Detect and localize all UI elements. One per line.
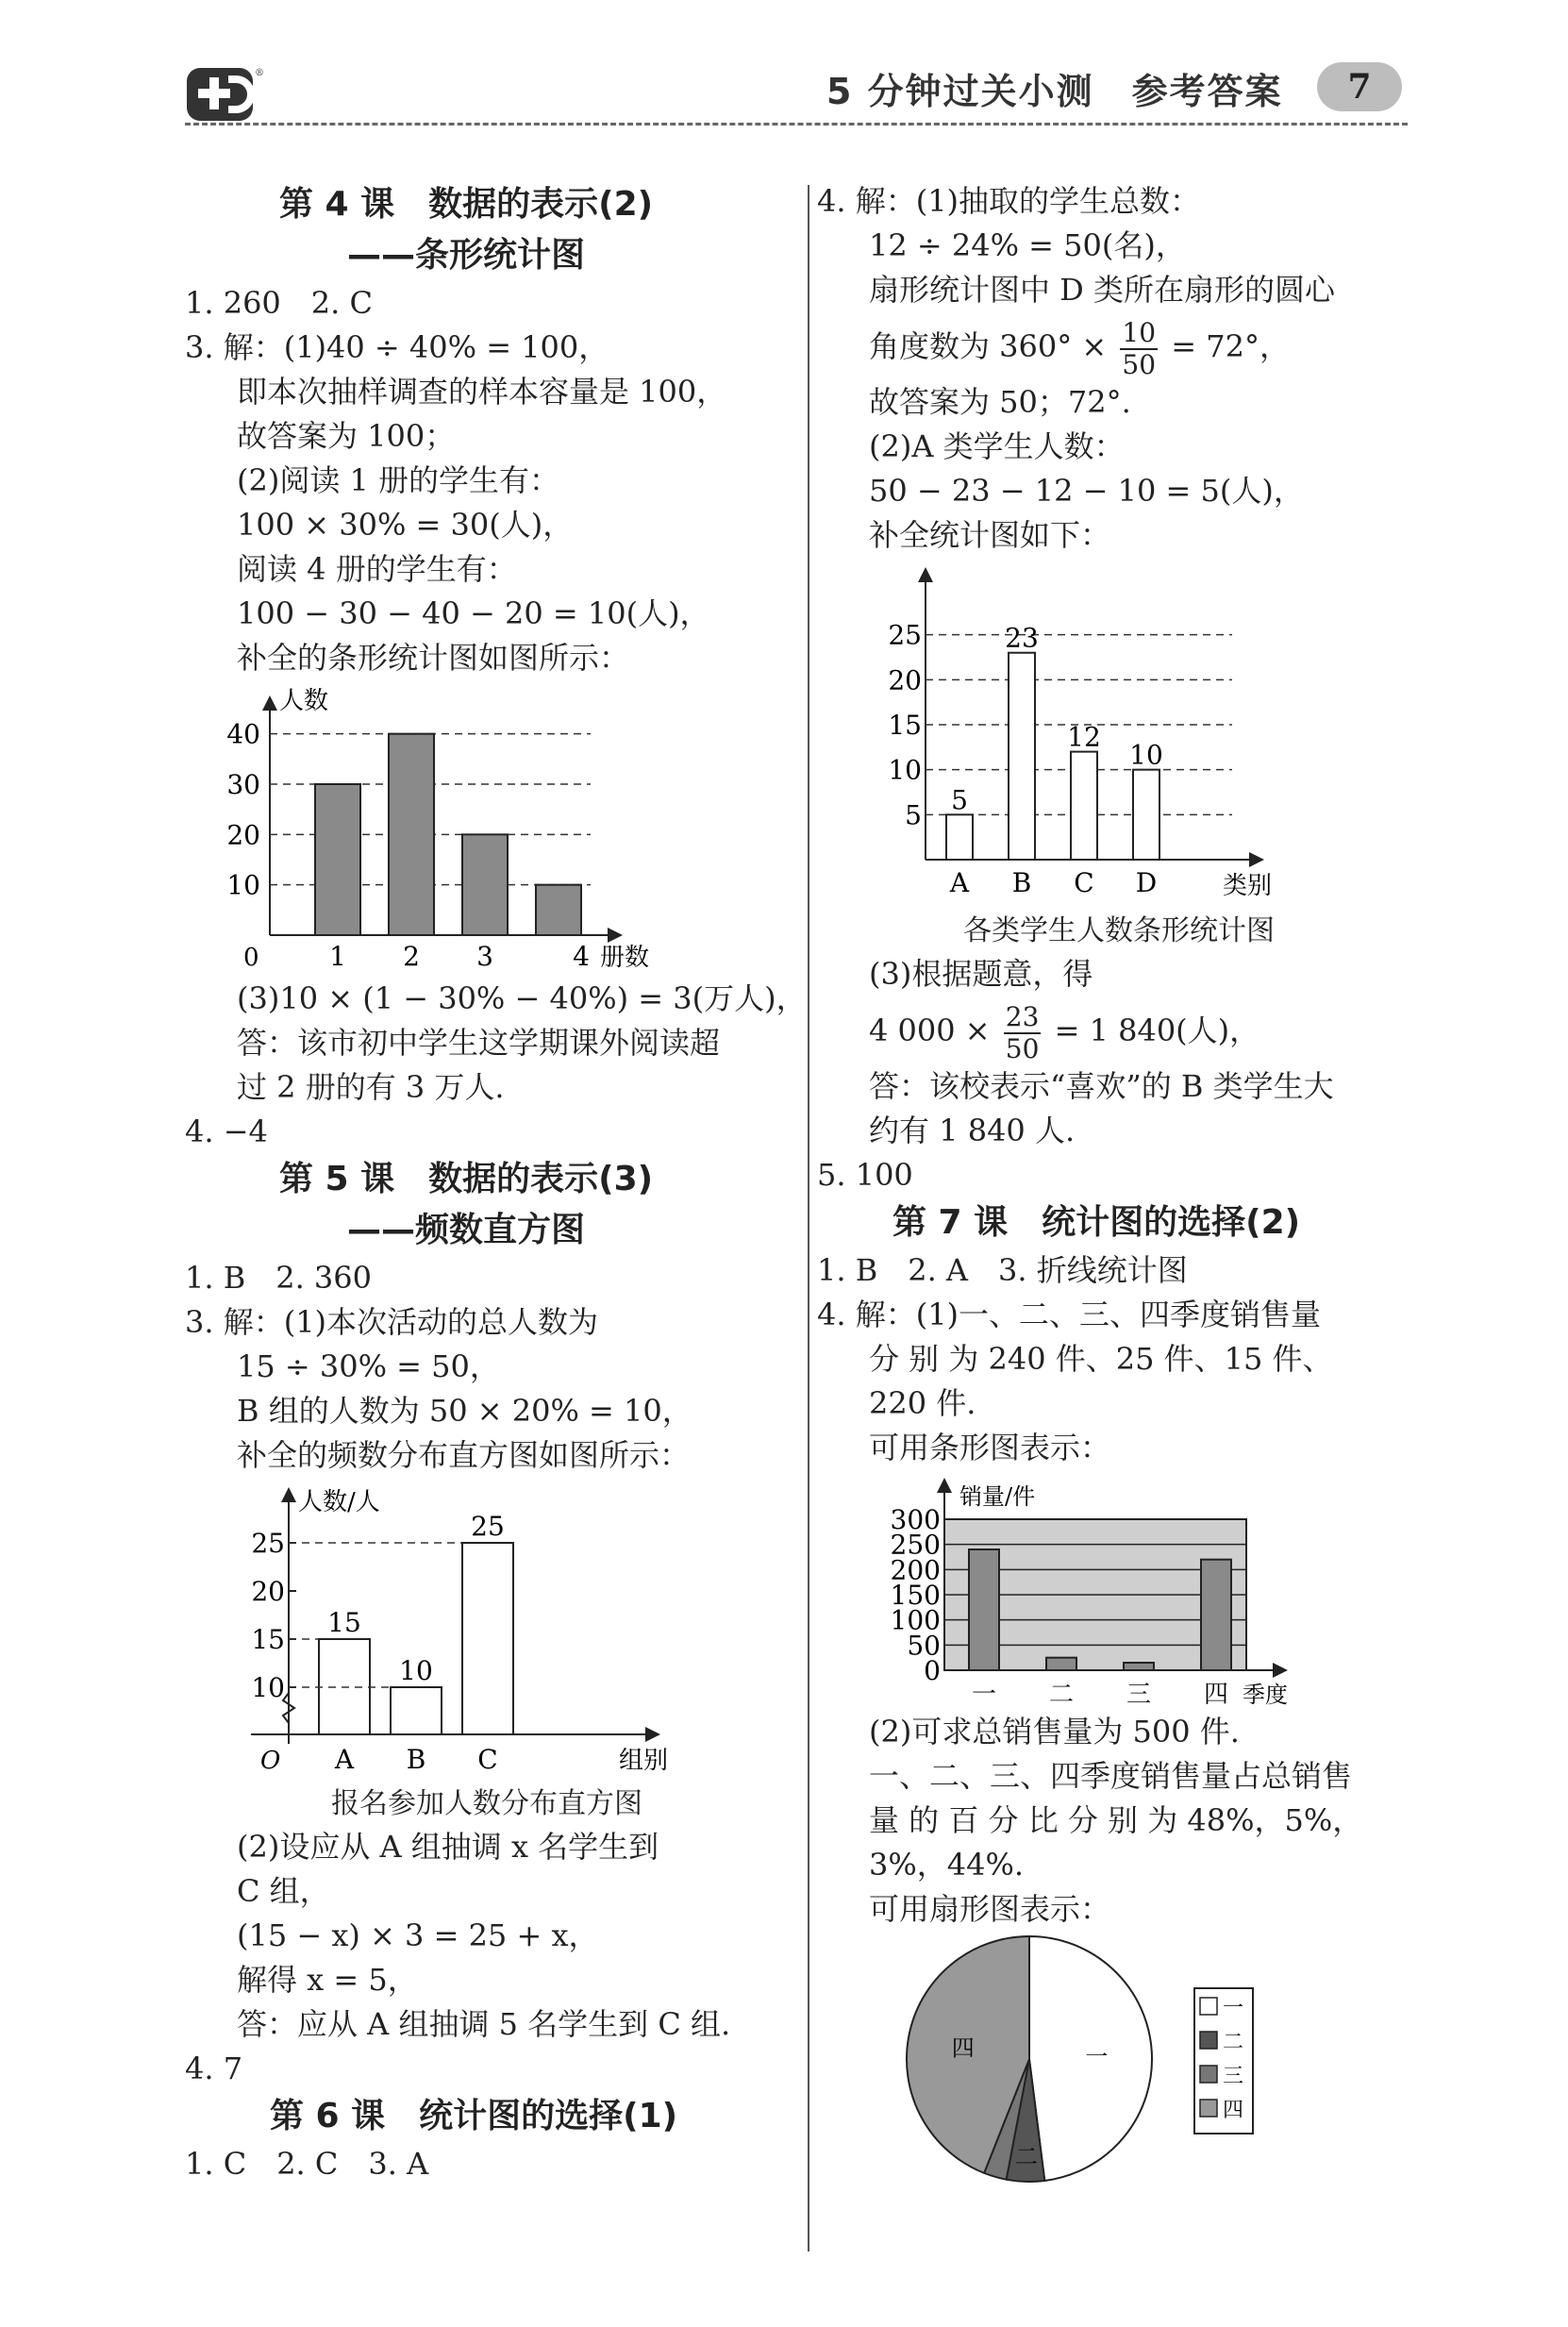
column-divider: [808, 185, 809, 2252]
lesson5-line: 答：应从 A 组抽调 5 名学生到 C 组.: [237, 2006, 731, 2042]
y-tick-label: 25: [251, 1528, 285, 1559]
lesson4-subtitle: ——条形统计图: [347, 236, 586, 275]
chart-quarterly-pie: [817, 1932, 1421, 2186]
q4-angle-suffix: = 72°，: [1171, 328, 1290, 364]
q4-calc-fraction: [1004, 1002, 1042, 1064]
q4-line: 扇形统计图中 D 类所在扇形的圆心: [869, 272, 1336, 308]
bar: [969, 1549, 999, 1670]
x-axis-label: 组别: [619, 1747, 669, 1775]
y-tick-label: 200: [890, 1554, 941, 1586]
chart-histogram: [185, 1478, 789, 1780]
bar: [391, 1687, 442, 1734]
x-axis-label: 册数: [600, 944, 650, 972]
q4-line: 50 − 23 − 12 − 10 = 5(人)，: [869, 473, 1304, 509]
y-tick-label: 15: [888, 710, 922, 741]
svg-text:®: ®: [255, 68, 264, 78]
legend-swatch: [1200, 2066, 1217, 2083]
bar: [946, 814, 973, 860]
data-label: 15: [327, 1607, 361, 1638]
x-tick-label: 三: [1126, 1681, 1152, 1709]
slice-label: 一: [1085, 2043, 1109, 2070]
lesson5-line: (2)设应从 A 组抽调 x 名学生到: [237, 1829, 659, 1865]
chart-student-categories: [817, 558, 1421, 907]
y-tick-label: 30: [226, 769, 260, 800]
lesson7-line: 3%，44%.: [869, 1847, 1025, 1883]
lesson4-line: 阅读 4 册的学生有：: [237, 551, 517, 587]
y-tick-label: 300: [890, 1504, 941, 1535]
chart-quarterly-sales: [817, 1470, 1421, 1709]
y-tick-label: 10: [251, 1672, 285, 1703]
lesson7-line: 4. 解：(1)一、二、三、四季度销售量: [817, 1297, 1322, 1332]
bar: [1071, 752, 1097, 860]
lesson4-line: 即本次抽样调查的样本容量是 100，: [237, 374, 727, 410]
lesson4-line: 4. −4: [185, 1113, 268, 1149]
y-tick-label: 150: [890, 1580, 941, 1611]
bar: [1201, 1560, 1231, 1670]
lesson4-line: (2)阅读 1 册的学生有：: [237, 462, 560, 498]
x-tick-label: D: [1135, 867, 1158, 898]
slice-label: 四: [951, 2034, 975, 2062]
y-axis-label: 销量/件: [959, 1483, 1036, 1510]
x-tick-label: C: [477, 1744, 498, 1775]
bar: [462, 1543, 513, 1734]
data-label: 10: [1129, 739, 1163, 771]
x-tick-label: B: [1011, 867, 1032, 898]
q4-line: 约有 1 840 人.: [869, 1113, 1076, 1148]
y-tick-label: 20: [226, 819, 260, 851]
x-tick-label: B: [406, 1744, 426, 1775]
q4-angle-fraction: [1120, 318, 1158, 380]
axis-arrow: [918, 567, 933, 582]
bar: [389, 734, 434, 935]
x-tick-label: 一: [971, 1681, 997, 1709]
y-tick-label: 100: [890, 1604, 941, 1636]
q4-angle-prefix: 角度数为 360° ×: [869, 328, 1108, 364]
slice-label: 二: [1014, 2143, 1038, 2170]
lesson7-line: 一、二、三、四季度销售量占总销售: [869, 1758, 1353, 1794]
q4-calc-suffix: = 1 840(人)，: [1054, 1013, 1260, 1048]
y-axis-label: 人数/人: [298, 1488, 380, 1516]
logo-icon: [185, 64, 262, 126]
y-tick-label: 15: [251, 1624, 285, 1655]
y-tick-label: 0: [924, 1655, 941, 1686]
lesson4-line: 3. 解：(1)40 ÷ 40% = 100，: [185, 329, 609, 365]
lesson5-line: 4. 7: [185, 2051, 243, 2086]
page-number: 7: [1317, 62, 1402, 111]
x-tick-label: 二: [1048, 1681, 1075, 1709]
x-tick-label: C: [1074, 867, 1094, 898]
data-label: 5: [951, 784, 968, 816]
lesson7-line: 可用扇形图表示：: [869, 1891, 1111, 1927]
data-label: 12: [1067, 721, 1101, 753]
fraction-denominator: 50: [1005, 1032, 1040, 1064]
legend-label: 三: [1223, 2065, 1244, 2088]
x-tick-label: 2: [403, 941, 420, 972]
x-axis-label: 类别: [1223, 872, 1273, 900]
lesson7-line: 可用条形图表示：: [869, 1430, 1111, 1465]
axis-arrow: [1249, 852, 1264, 867]
legend-label: 四: [1223, 2099, 1244, 2122]
y-tick-label: 20: [888, 664, 922, 696]
origin-label: 0: [243, 944, 259, 972]
lesson6-line: 1. C 2. C 3. A: [185, 2146, 429, 2182]
lesson5-line: 1. B 2. 360: [185, 1260, 373, 1296]
data-label: 25: [471, 1511, 505, 1542]
fraction-numerator: 10: [1122, 316, 1157, 348]
lesson5-line: 3. 解：(1)本次活动的总人数为: [185, 1304, 599, 1340]
x-axis-label: 季度: [1243, 1682, 1288, 1708]
lesson5-line: 15 ÷ 30% = 50，: [237, 1348, 500, 1384]
right-column: [817, 179, 1421, 2190]
lesson7-line: 220 件.: [869, 1385, 976, 1421]
bar: [1124, 1663, 1154, 1670]
q4-calc-line: [817, 996, 1421, 1064]
lesson5-line: 补全的频数分布直方图如图所示：: [237, 1437, 691, 1473]
lesson5-line: B 组的人数为 50 × 20% = 10，: [237, 1393, 692, 1429]
y-axis-label: 人数: [279, 687, 329, 715]
category-caption: 各类学生人数条形统计图: [963, 914, 1275, 947]
y-tick-label: 10: [226, 869, 260, 901]
lesson6-title: 第 6 课 统计图的选择(1): [270, 2097, 678, 2135]
bar: [1046, 1658, 1076, 1670]
axis-arrow: [937, 1478, 952, 1493]
lesson4-line: 100 × 30% = 30(人)，: [237, 507, 574, 543]
x-tick-label: A: [334, 1744, 355, 1775]
x-tick-label: 四: [1203, 1681, 1229, 1709]
lesson5-line: (15 − x) × 3 = 25 + x，: [237, 1917, 599, 1953]
bar: [1133, 770, 1159, 860]
q4-calc-prefix: 4 000 ×: [869, 1013, 991, 1048]
lesson7-line: (2)可求总销售量为 500 件.: [869, 1714, 1240, 1749]
lesson5-line: C 组，: [237, 1873, 330, 1909]
x-tick-label: 1: [329, 941, 346, 972]
q4-line: (2)A 类学生人数：: [869, 428, 1125, 464]
axis-arrow: [262, 695, 277, 711]
q4-line: (3)根据题意，得: [869, 956, 1093, 992]
fraction-numerator: 23: [1005, 1000, 1040, 1032]
y-tick-label: 250: [890, 1529, 941, 1561]
header-divider: [185, 123, 1408, 126]
lesson4-line: 答：该市初中学生这学期课外阅读超: [237, 1025, 721, 1061]
left-column: [185, 179, 807, 2186]
legend-swatch: [1200, 2100, 1217, 2117]
axis-arrow: [645, 1727, 660, 1742]
bar: [1009, 653, 1035, 860]
publisher-logo: [185, 64, 264, 123]
q4-angle-line: [817, 312, 1421, 380]
bar: [536, 885, 581, 935]
lesson7-line: 分 别 为 240 件、25 件、15 件、: [869, 1341, 1333, 1377]
lesson4-line: 故答案为 100；: [237, 418, 456, 454]
bar: [315, 784, 360, 935]
axis-arrow: [281, 1487, 296, 1502]
origin-label: O: [260, 1747, 281, 1775]
lesson7-line: 1. B 2. A 3. 折线统计图: [817, 1252, 1188, 1288]
header-title: 5 分钟过关小测 参考答案: [826, 71, 1283, 112]
x-tick-label: 3: [476, 941, 493, 972]
q4-line: 故答案为 50；72°.: [869, 384, 1131, 420]
y-tick-label: 5: [905, 799, 922, 831]
lesson4-title: 第 4 课 数据的表示(2): [279, 185, 654, 224]
y-tick-label: 20: [251, 1576, 285, 1607]
chart-reading-books: [185, 680, 789, 973]
data-label: 23: [1005, 622, 1039, 654]
lesson4-line: 1. 260 2. C: [185, 285, 373, 321]
lesson7-line: 量 的 百 分 比 分 别 为 48%，5%，: [869, 1802, 1363, 1838]
axis-arrow: [1273, 1663, 1288, 1678]
histogram-caption: 报名参加人数分布直方图: [331, 1787, 642, 1820]
legend-label: 二: [1223, 2031, 1244, 2054]
q4-line: 12 ÷ 24% = 50(名)，: [869, 227, 1186, 263]
lesson4-line: (3)10 × (1 − 30% − 40%) = 3(万人)，: [237, 980, 807, 1016]
fraction-denominator: 50: [1122, 348, 1157, 380]
lesson4-line: 补全的条形统计图如图所示：: [237, 640, 630, 676]
y-tick-label: 50: [907, 1630, 941, 1662]
x-tick-label: A: [949, 867, 970, 898]
y-tick-label: 10: [888, 754, 922, 786]
lesson7-title: 第 7 课 统计图的选择(2): [892, 1203, 1301, 1242]
q4-line: 5. 100: [817, 1157, 913, 1193]
legend-swatch: [1200, 1998, 1217, 2015]
lesson5-title: 第 5 课 数据的表示(3): [279, 1160, 654, 1198]
y-tick-label: 25: [888, 619, 922, 651]
lesson5-line: 解得 x = 5，: [237, 1962, 418, 1998]
legend-swatch: [1200, 2032, 1217, 2049]
lesson5-subtitle: ——频数直方图: [347, 1211, 586, 1249]
x-tick-label: 4: [573, 941, 590, 972]
q4-line: 补全统计图如下：: [869, 517, 1111, 553]
legend-label: 一: [1223, 1997, 1244, 2020]
q4-line: 4. 解：(1)抽取的学生总数：: [817, 183, 1201, 219]
lesson4-line: 过 2 册的有 3 万人.: [237, 1069, 505, 1105]
axis-arrow: [608, 928, 623, 943]
y-tick-label: 40: [226, 718, 260, 750]
q4-line: 答：该校表示“喜欢”的 B 类学生大: [869, 1068, 1334, 1104]
bar: [462, 834, 508, 935]
lesson4-line: 100 − 30 − 40 − 20 = 10(人)，: [237, 595, 710, 631]
data-label: 10: [399, 1655, 433, 1686]
